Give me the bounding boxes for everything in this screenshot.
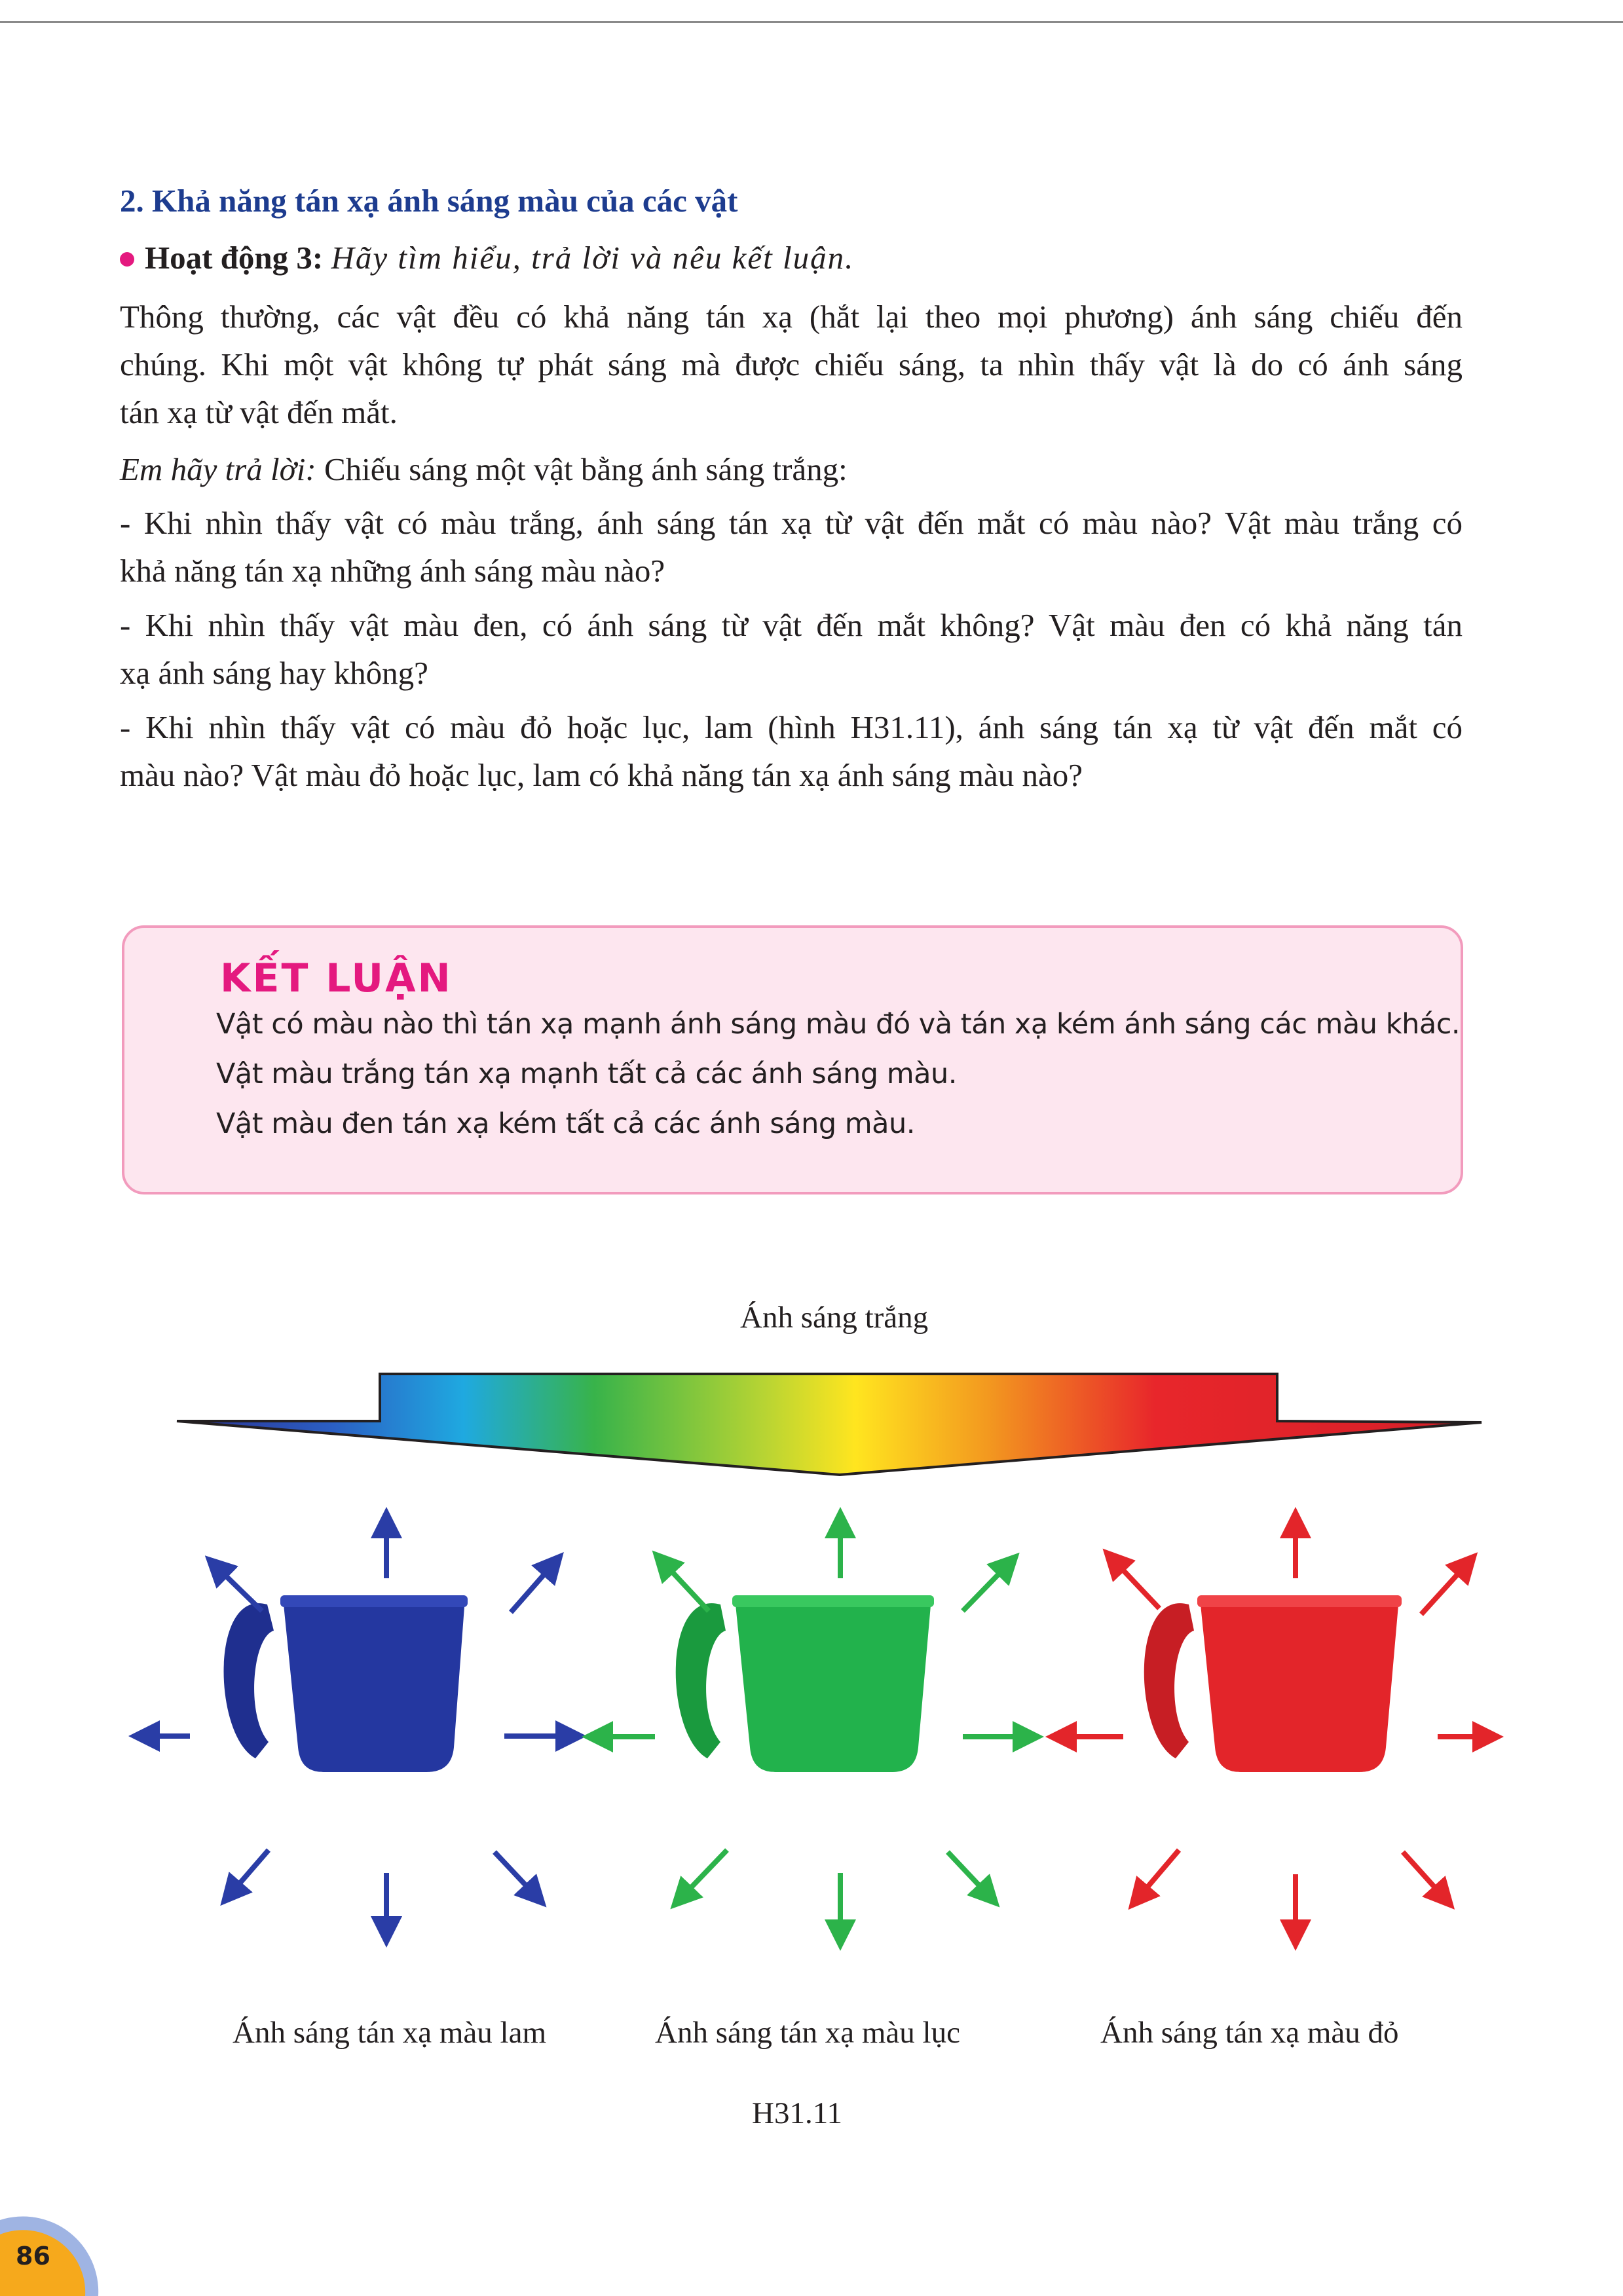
caption-green: Ánh sáng tán xạ màu lục — [655, 2016, 960, 2050]
spectrum-arrow — [177, 1374, 1482, 1475]
question-line: - Khi nhìn thấy vật màu đen, có ánh sáng từ vật đến mắt không? Vật màu đen có khả năng tán — [120, 607, 1463, 643]
prompt-line — [120, 445, 1463, 493]
activity-label: Hoạt động 3: — [145, 240, 324, 276]
conclusion-box — [122, 925, 1463, 1194]
figure-diagram — [0, 1244, 1623, 1978]
green-mug — [676, 1595, 934, 1772]
white-light-label: Ánh sáng trắng — [740, 1301, 929, 1335]
prompt-rest: Chiếu sáng một vật bằng ánh sáng trắng: — [316, 451, 848, 487]
conclusion-title: KẾT LUẬN — [220, 955, 453, 1001]
conclusion-line: Vật có màu nào thì tán xạ mạnh ánh sáng màu đó và tán xạ kém ánh sáng các màu khác. — [216, 1008, 1461, 1041]
activity-text: Hãy tìm hiểu, trả lời và nêu kết luận. — [331, 240, 855, 276]
question-line: - Khi nhìn thấy vật có màu trắng, ánh sáng tán xạ từ vật đến mắt có màu nào? Vật màu trắng có — [120, 505, 1463, 541]
top-rule — [0, 21, 1623, 23]
blue-mug — [224, 1595, 468, 1772]
question-1 — [120, 499, 1463, 595]
bullet-icon — [120, 252, 134, 267]
question-line: xạ ánh sáng hay không? — [120, 655, 428, 691]
conclusion-line: Vật màu đen tán xạ kém tất cả các ánh sáng màu. — [216, 1107, 915, 1140]
page-number: 86 — [16, 2242, 50, 2270]
question-line: - Khi nhìn thấy vật có màu đỏ hoặc lục, lam (hình H31.11), ánh sáng tán xạ từ vật đến mắt có — [120, 709, 1463, 745]
question-line: khả năng tán xạ những ánh sáng màu nào? — [120, 553, 665, 589]
caption-red: Ánh sáng tán xạ màu đỏ — [1100, 2016, 1399, 2050]
caption-blue: Ánh sáng tán xạ màu lam — [233, 2016, 547, 2050]
question-2 — [120, 601, 1463, 697]
question-line: màu nào? Vật màu đỏ hoặc lục, lam có khả năng tán xạ ánh sáng màu nào? — [120, 757, 1083, 793]
prompt-italic: Em hãy trả lời: — [120, 451, 316, 487]
red-mug — [1144, 1595, 1402, 1772]
intro-line: tán xạ từ vật đến mắt. — [120, 394, 398, 430]
activity-line — [120, 239, 854, 276]
prompt-paragraph — [120, 445, 1463, 493]
conclusion-line: Vật màu trắng tán xạ mạnh tất cả các ánh sáng màu. — [216, 1058, 957, 1090]
figure-id: H31.11 — [752, 2096, 842, 2130]
intro-line: Thông thường, các vật đều có khả năng tán xạ (hắt lại theo mọi phương) ánh sáng chiếu đến — [120, 299, 1463, 335]
intro-paragraph — [120, 293, 1463, 436]
section-heading: 2. Khả năng tán xạ ánh sáng màu của các vật — [120, 183, 738, 219]
question-3 — [120, 703, 1463, 799]
intro-line: chúng. Khi một vật không tự phát sáng mà được chiếu sáng, ta nhìn thấy vật là do có ánh sáng — [120, 346, 1463, 382]
